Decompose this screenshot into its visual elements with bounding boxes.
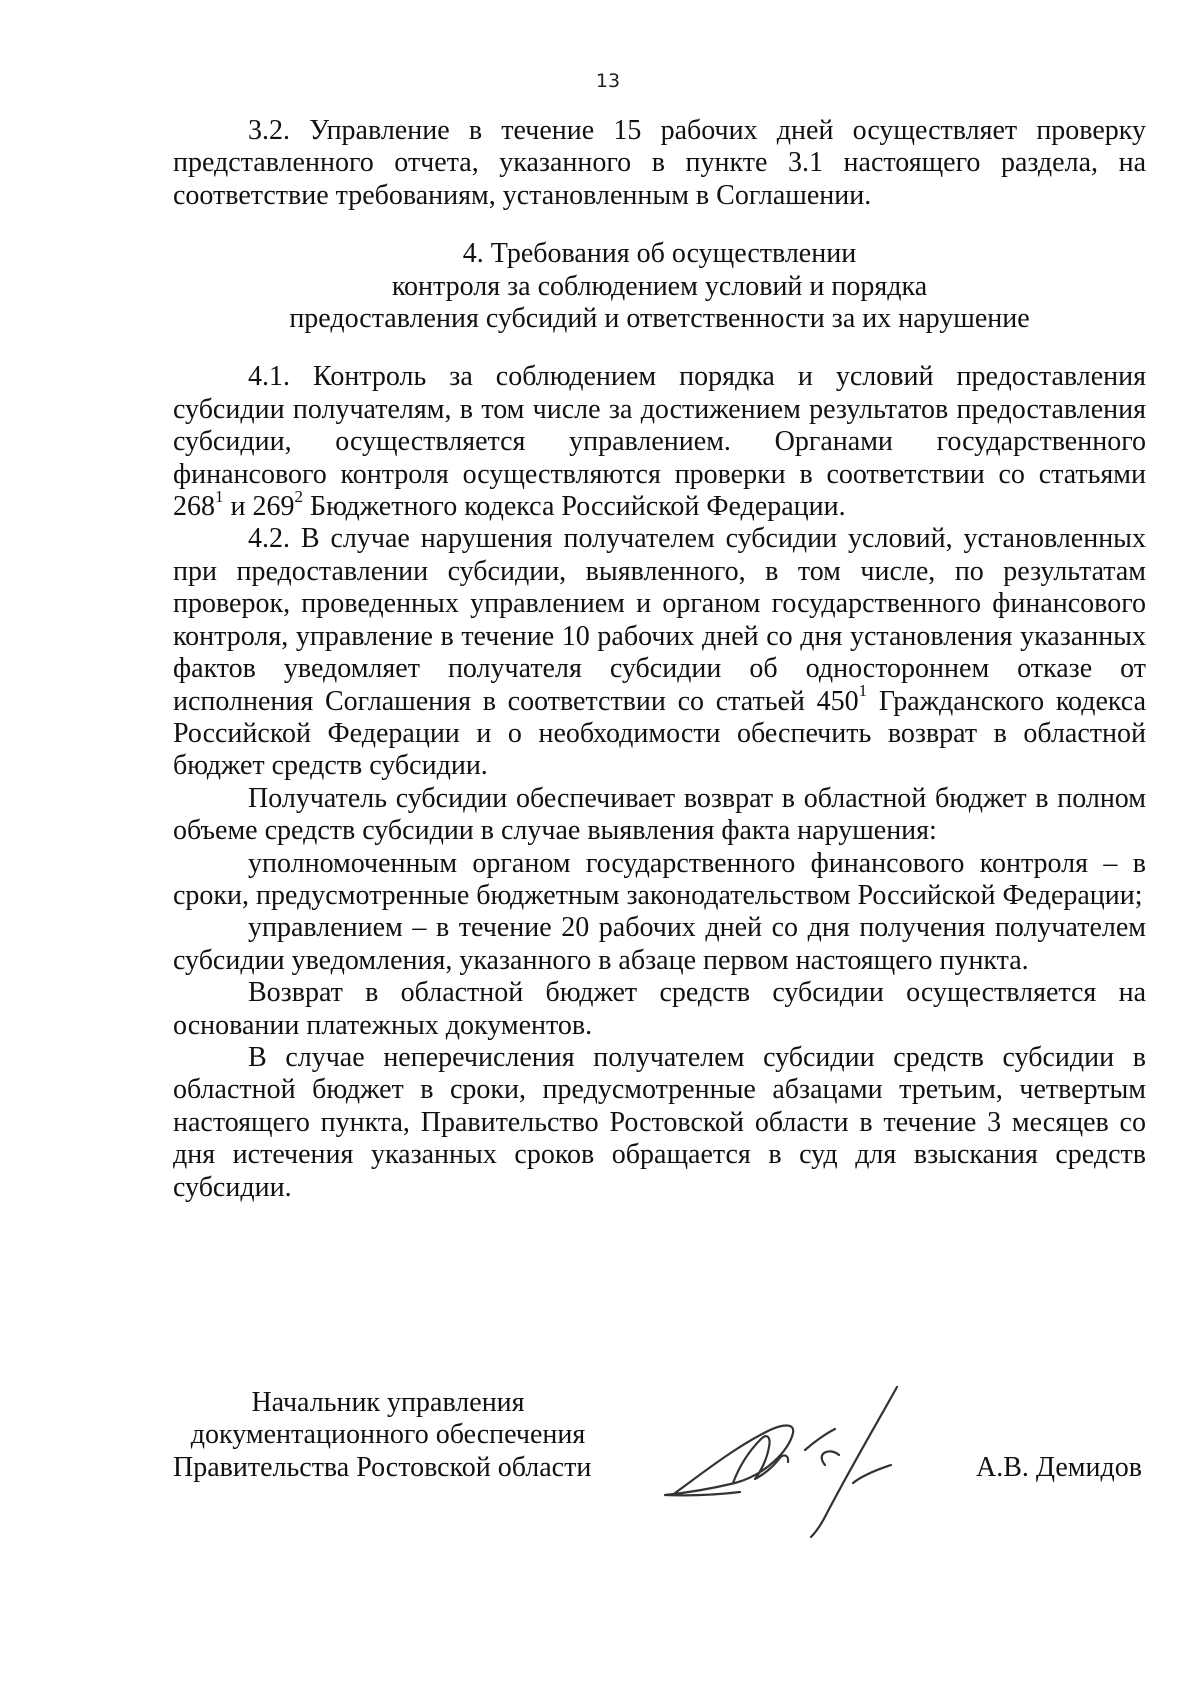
handwritten-signature-icon [655, 1375, 925, 1540]
paragraph-4-1 [173, 361, 1146, 523]
paragraph-authorized-body: уполномоченным органом государственного финансового контроля – в сроки, предусмотренные бюджетным законодательством Российской Федерации; [173, 847, 1146, 911]
footnote-superscript: 1 [215, 486, 224, 506]
paragraph-return-basis: Возврат в областной бюджет средств субсидии осуществляется на основании платежных документов. [173, 977, 1146, 1041]
paragraph-4-1-text-b: и 269 [223, 491, 295, 523]
signatory-name: А.В. Демидов [976, 1452, 1142, 1483]
signatory-position [173, 1387, 603, 1484]
signatory-position-line-2: документационного обеспечения [190, 1419, 586, 1451]
footnote-superscript: 1 [858, 681, 868, 701]
paragraph-4-2-text-a: 4.2. В случае нарушения получателем субсидии условий, установленных при предоставлении субсидии, выявленного, в том числе, по результатам проверок, проведенных управлением и органом государственного финансового контроля, управление в течение 10 рабочих дней со дня установления указанных фактов уведомляет получателя субсидии об одностороннем отказе от исполнения Соглашения в соответствии со статьей 450 [173, 523, 1146, 717]
paragraph-3-2: 3.2. Управление в течение 15 рабочих дней осуществляет проверку представленного отчета, указанного в пункте 3.1 настоящего раздела, на соответствие требованиям, установленным в Соглашении. [173, 115, 1146, 211]
section-heading-line-3: предоставления субсидий и ответственности за их нарушение [289, 303, 1030, 335]
paragraph-4-1-text-c: Бюджетного кодекса Российской Федерации. [302, 491, 846, 523]
footnote-superscript: 2 [294, 486, 303, 506]
paragraph-4-2-text-b: Гражданского кодекса Российской Федерации и о необходимости обеспечить возврат в областной бюджет средств субсидии. [173, 685, 1146, 782]
section-heading-line-2: контроля за соблюдением условий и порядка [391, 270, 928, 302]
section-4-heading [173, 238, 1146, 335]
paragraph-nonpayment: В случае неперечисления получателем субсидии средств субсидии в областной бюджет в сроки, предусмотренные абзацами третьим, четвертым настоящего пункта, Правительство Ростовской области в течение 3 месяцев со дня истечения указанных сроков обращается в суд для взыскания средств субсидии. [173, 1041, 1146, 1203]
section-heading-line-1: 4. Требования об осуществлении [462, 238, 857, 270]
paragraph-4-1-text-a: 4.1. Контроль за соблюдением порядка и условий предоставления субсидии получателям, в том числе за достижением результатов предоставления субсидии, осуществляется управлением. Органами государственного финансового контроля осуществляются проверки в соответствии со статьями 268 [173, 361, 1146, 523]
signatory-position-line-1: Начальник управления [251, 1387, 525, 1418]
page-number: 13 [595, 70, 621, 92]
signatory-position-line-3: Правительства Ростовской области [173, 1451, 592, 1483]
document-body [173, 115, 1146, 1204]
paragraph-recipient-return: Получатель субсидии обеспечивает возврат в областной бюджет в полном объеме средств субсидии в случае выявления факта нарушения: [173, 782, 1146, 847]
paragraph-4-2 [173, 523, 1146, 782]
paragraph-management-deadline: управлением – в течение 20 рабочих дней со дня получения получателем субсидии уведомления, указанного в абзаце первом настоящего пункта. [173, 912, 1146, 976]
